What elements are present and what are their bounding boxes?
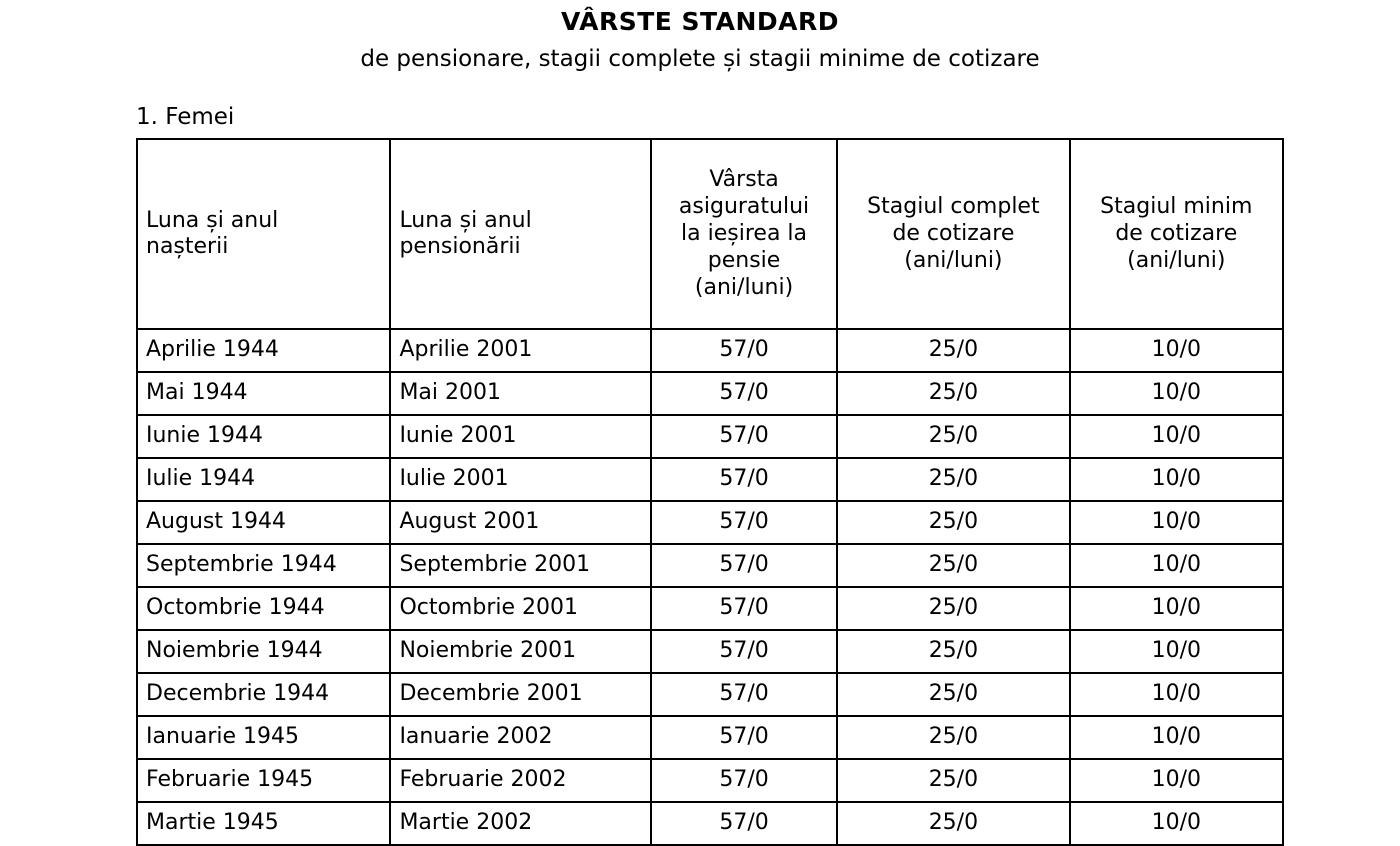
cell-full-contribution: 25/0 bbox=[837, 587, 1069, 630]
cell-full-contribution: 25/0 bbox=[837, 716, 1069, 759]
cell-retirement-age: 57/0 bbox=[651, 501, 837, 544]
column-header-minimum-contribution: Stagiul minim de cotizare (ani/luni) bbox=[1070, 139, 1283, 329]
cell-retirement-date: Iunie 2001 bbox=[390, 415, 650, 458]
cell-retirement-date: Octombrie 2001 bbox=[390, 587, 650, 630]
cell-birth-date: Mai 1944 bbox=[137, 372, 390, 415]
cell-retirement-date: August 2001 bbox=[390, 501, 650, 544]
cell-full-contribution: 25/0 bbox=[837, 501, 1069, 544]
cell-retirement-date: Martie 2002 bbox=[390, 802, 650, 845]
cell-full-contribution: 25/0 bbox=[837, 372, 1069, 415]
table-row bbox=[137, 544, 1283, 587]
cell-minimum-contribution: 10/0 bbox=[1070, 415, 1283, 458]
cell-birth-date: Iulie 1944 bbox=[137, 458, 390, 501]
cell-retirement-age: 57/0 bbox=[651, 415, 837, 458]
cell-full-contribution: 25/0 bbox=[837, 415, 1069, 458]
table-row bbox=[137, 415, 1283, 458]
table-header-row bbox=[137, 139, 1283, 329]
cell-minimum-contribution: 10/0 bbox=[1070, 501, 1283, 544]
table-body bbox=[137, 329, 1283, 845]
cell-birth-date: Iunie 1944 bbox=[137, 415, 390, 458]
cell-birth-date: Decembrie 1944 bbox=[137, 673, 390, 716]
cell-retirement-date: Februarie 2002 bbox=[390, 759, 650, 802]
table-row bbox=[137, 759, 1283, 802]
cell-retirement-age: 57/0 bbox=[651, 544, 837, 587]
cell-retirement-age: 57/0 bbox=[651, 802, 837, 845]
cell-full-contribution: 25/0 bbox=[837, 759, 1069, 802]
cell-full-contribution: 25/0 bbox=[837, 329, 1069, 372]
column-header-full-contribution: Stagiul complet de cotizare (ani/luni) bbox=[837, 139, 1069, 329]
cell-minimum-contribution: 10/0 bbox=[1070, 458, 1283, 501]
cell-birth-date: Noiembrie 1944 bbox=[137, 630, 390, 673]
pension-table bbox=[136, 138, 1284, 846]
cell-retirement-date: Aprilie 2001 bbox=[390, 329, 650, 372]
cell-minimum-contribution: 10/0 bbox=[1070, 759, 1283, 802]
page-subtitle: de pensionare, stagii complete și stagii minime de cotizare bbox=[360, 45, 1040, 72]
table-row bbox=[137, 458, 1283, 501]
pension-table-container bbox=[136, 138, 1284, 846]
document-page bbox=[0, 6, 1400, 836]
table-row bbox=[137, 630, 1283, 673]
cell-birth-date: August 1944 bbox=[137, 501, 390, 544]
column-header-retirement-date: Luna și anul pensionării bbox=[390, 139, 650, 329]
cell-retirement-date: Mai 2001 bbox=[390, 372, 650, 415]
cell-birth-date: Ianuarie 1945 bbox=[137, 716, 390, 759]
cell-retirement-age: 57/0 bbox=[651, 759, 837, 802]
page-title: VÂRSTE STANDARD bbox=[560, 7, 840, 36]
cell-retirement-age: 57/0 bbox=[651, 372, 837, 415]
table-row bbox=[137, 716, 1283, 759]
cell-retirement-date: Decembrie 2001 bbox=[390, 673, 650, 716]
cell-minimum-contribution: 10/0 bbox=[1070, 587, 1283, 630]
cell-minimum-contribution: 10/0 bbox=[1070, 372, 1283, 415]
cell-birth-date: Aprilie 1944 bbox=[137, 329, 390, 372]
cell-minimum-contribution: 10/0 bbox=[1070, 630, 1283, 673]
cell-birth-date: Martie 1945 bbox=[137, 802, 390, 845]
cell-birth-date: Februarie 1945 bbox=[137, 759, 390, 802]
cell-retirement-date: Ianuarie 2002 bbox=[390, 716, 650, 759]
table-row bbox=[137, 587, 1283, 630]
table-row bbox=[137, 501, 1283, 544]
table-row bbox=[137, 372, 1283, 415]
cell-birth-date: Septembrie 1944 bbox=[137, 544, 390, 587]
cell-full-contribution: 25/0 bbox=[837, 802, 1069, 845]
cell-minimum-contribution: 10/0 bbox=[1070, 544, 1283, 587]
cell-birth-date: Octombrie 1944 bbox=[137, 587, 390, 630]
cell-full-contribution: 25/0 bbox=[837, 458, 1069, 501]
cell-minimum-contribution: 10/0 bbox=[1070, 802, 1283, 845]
cell-full-contribution: 25/0 bbox=[837, 544, 1069, 587]
cell-full-contribution: 25/0 bbox=[837, 630, 1069, 673]
cell-retirement-age: 57/0 bbox=[651, 673, 837, 716]
column-header-retirement-age: Vârsta asiguratului la ieșirea la pensie (ani/luni) bbox=[651, 139, 837, 329]
section-heading: 1. Femei bbox=[136, 104, 235, 131]
table-row bbox=[137, 673, 1283, 716]
table-row bbox=[137, 329, 1283, 372]
cell-retirement-date: Noiembrie 2001 bbox=[390, 630, 650, 673]
cell-minimum-contribution: 10/0 bbox=[1070, 673, 1283, 716]
cell-retirement-age: 57/0 bbox=[651, 458, 837, 501]
cell-retirement-age: 57/0 bbox=[651, 630, 837, 673]
cell-minimum-contribution: 10/0 bbox=[1070, 716, 1283, 759]
cell-minimum-contribution: 10/0 bbox=[1070, 329, 1283, 372]
table-row bbox=[137, 802, 1283, 845]
cell-retirement-date: Iulie 2001 bbox=[390, 458, 650, 501]
cell-retirement-age: 57/0 bbox=[651, 329, 837, 372]
cell-full-contribution: 25/0 bbox=[837, 673, 1069, 716]
table-header bbox=[137, 139, 1283, 329]
cell-retirement-date: Septembrie 2001 bbox=[390, 544, 650, 587]
cell-retirement-age: 57/0 bbox=[651, 716, 837, 759]
column-header-birth-date: Luna și anul nașterii bbox=[137, 139, 390, 329]
cell-retirement-age: 57/0 bbox=[651, 587, 837, 630]
